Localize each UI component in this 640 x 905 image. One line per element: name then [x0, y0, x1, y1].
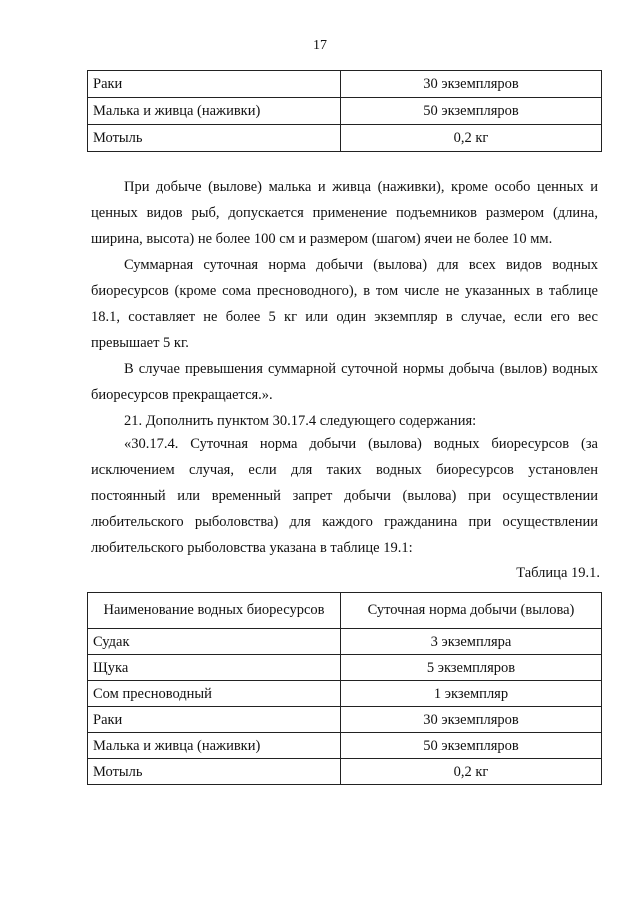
- table-caption: Таблица 19.1.: [516, 565, 600, 581]
- species-cell: Раки: [88, 707, 341, 733]
- species-cell: Судак: [88, 629, 341, 655]
- table-row: [88, 125, 602, 152]
- table-row: [88, 759, 602, 785]
- page-number: 17: [313, 38, 327, 53]
- catch-norms-table-19-1: [87, 592, 602, 785]
- norm-cell: 30 экземпляров: [341, 707, 602, 733]
- paragraph-exceeding-norm: В случае превышения суммарной суточной нормы добыча (вылов) водных биоресурсов прекращается.».: [91, 361, 598, 403]
- norm-cell: 0,2 кг: [341, 125, 602, 152]
- species-cell: Щука: [88, 655, 341, 681]
- norm-cell: 30 экземпляров: [341, 71, 602, 98]
- species-cell: Мотыль: [88, 125, 341, 152]
- species-cell: Раки: [88, 71, 341, 98]
- species-cell: Малька и живца (наживки): [88, 98, 341, 125]
- paragraph-amendment-21: 21. Дополнить пунктом 30.17.4 следующего содержания:: [124, 413, 477, 429]
- paragraph-total-daily-norm: Суммарная суточная норма добычи (вылова) для всех видов водных биоресурсов (кроме сома пресноводного), в том числе не указанных в таблице 18.1, составляет не более 5 кг или один экземпляр в случае, если его вес превышает 5 кг.: [91, 257, 598, 351]
- species-cell: Сом пресноводный: [88, 681, 341, 707]
- paragraph-clause-30-17-4: «30.17.4. Суточная норма добычи (вылова) водных биоресурсов (за исключением случая, если для таких водных биоресурсов установлен постоянный или временный запрет добычи (вылова) при осуществлении любительского рыболовства) для каждого гражданина при осуществлении любительского рыболовства указана в таблице 19.1:: [91, 436, 598, 556]
- table-header-row: [88, 593, 602, 629]
- table-row: [88, 655, 602, 681]
- table-row: [88, 733, 602, 759]
- table-row: [88, 707, 602, 733]
- norm-cell: 3 экземпляра: [341, 629, 602, 655]
- table-row: [88, 71, 602, 98]
- species-cell: Мотыль: [88, 759, 341, 785]
- norm-cell: 50 экземпляров: [341, 98, 602, 125]
- table-row: [88, 681, 602, 707]
- header-norm: Суточная норма добычи (вылова): [341, 593, 602, 629]
- table-row: [88, 629, 602, 655]
- norm-cell: 1 экземпляр: [341, 681, 602, 707]
- paragraph-lifting-nets: При добыче (вылове) малька и живца (наживки), кроме особо ценных и ценных видов рыб, допускается применение подъемников размером (длина, ширина, высота) не более 100 см и размером (шагом) ячеи не более 10 мм.: [91, 179, 598, 247]
- catch-norms-table-continued: [87, 70, 602, 152]
- norm-cell: 0,2 кг: [341, 759, 602, 785]
- species-cell: Малька и живца (наживки): [88, 733, 341, 759]
- norm-cell: 5 экземпляров: [341, 655, 602, 681]
- header-species: Наименование водных биоресурсов: [88, 593, 341, 629]
- norm-cell: 50 экземпляров: [341, 733, 602, 759]
- table-row: [88, 98, 602, 125]
